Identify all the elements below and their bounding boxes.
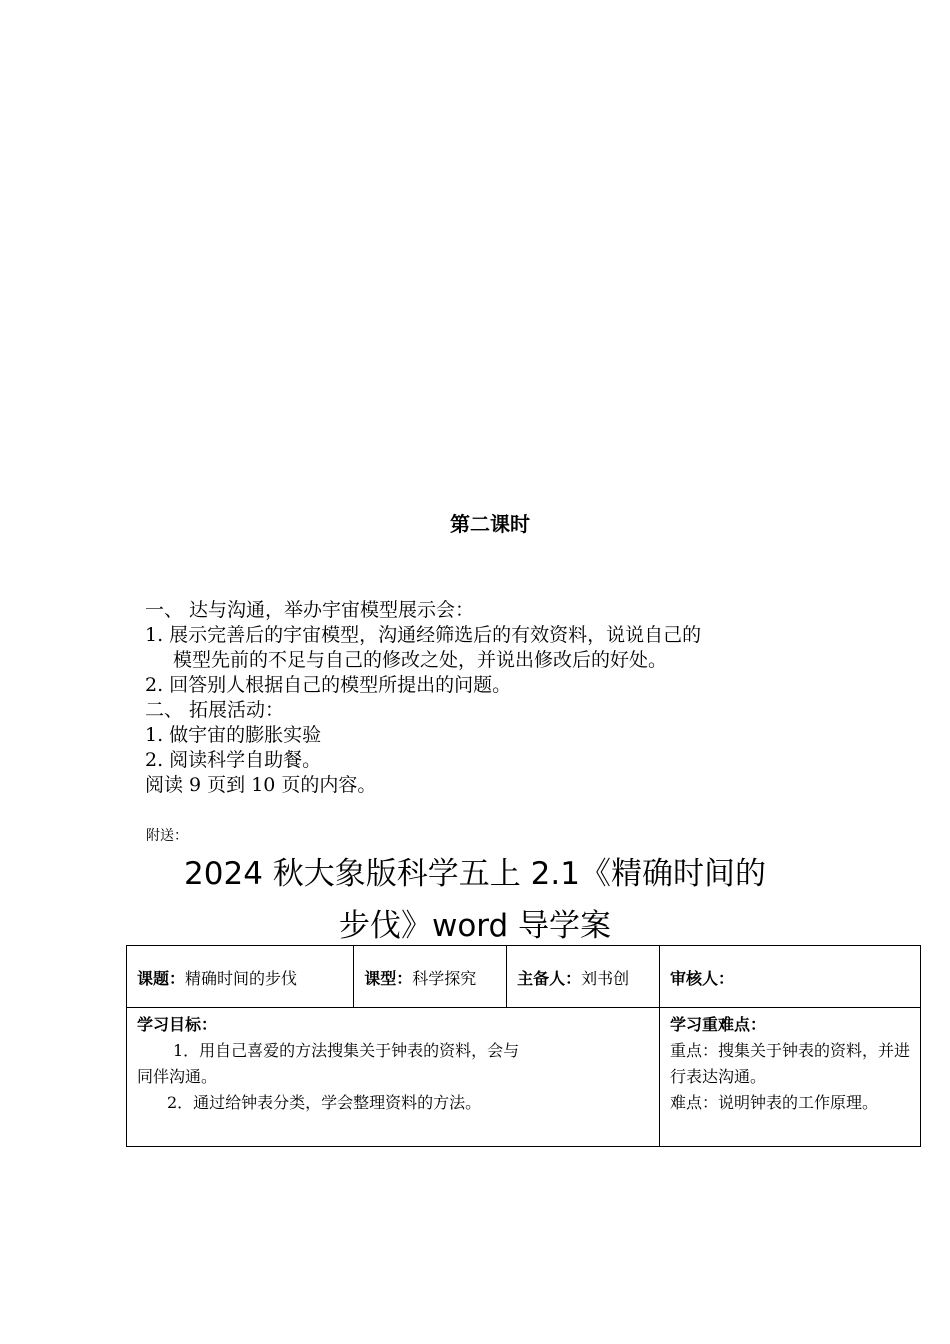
preparer-value: 刘书创 — [581, 969, 630, 988]
lesson-line: 1. 展示完善后的宇宙模型，沟通经筛选后的有效资料，说说自己的 — [145, 624, 702, 646]
lesson-line: 1. 做宇宙的膨胀实验 — [145, 724, 322, 746]
lesson-content — [145, 598, 825, 798]
lesson-line: 阅读 9 页到 10 页的内容。 — [145, 774, 377, 796]
preparer-label: 主备人： — [517, 969, 582, 988]
key-points-label: 学习重难点： — [669, 1015, 766, 1034]
document-title-line-2: 步伐》word 导学案 — [338, 908, 612, 944]
key-point: 重点：搜集关于钟表的资料，并进 — [669, 1041, 910, 1060]
lesson-info-table — [126, 945, 921, 1147]
topic-cell — [127, 946, 354, 1008]
lesson-line: 二、 拓展活动： — [145, 699, 285, 721]
lesson-line: 一、 达与沟通，举办宇宙模型展示会： — [145, 599, 475, 621]
learning-goals-label: 学习目标： — [137, 1015, 218, 1034]
reviewer-label: 审核人： — [669, 969, 734, 988]
key-points-cell — [659, 1008, 920, 1147]
type-value: 科学探究 — [412, 969, 477, 988]
lesson-line: 2. 阅读科学自助餐。 — [145, 749, 322, 771]
reviewer-cell — [659, 946, 920, 1008]
key-point-cont: 行表达沟通。 — [669, 1067, 766, 1086]
learning-goal-1: 1．用自己喜爱的方法搜集关于钟表的资料，会与 — [173, 1041, 520, 1060]
topic-label: 课题： — [137, 969, 186, 988]
document-title — [130, 848, 820, 952]
document-title-line-1: 2024 秋大象版科学五上 2.1《精确时间的 — [184, 856, 766, 892]
type-cell — [354, 946, 507, 1008]
learning-goal-2: 2．通过给钟表分类，学会整理资料的方法。 — [167, 1093, 482, 1112]
attachment-label: 附送： — [146, 828, 188, 844]
learning-goal-1-cont: 同伴沟通。 — [137, 1067, 218, 1086]
lesson-line: 模型先前的不足与自己的修改之处，并说出修改后的好处。 — [173, 649, 668, 671]
preparer-cell — [507, 946, 660, 1008]
difficult-point: 难点：说明钟表的工作原理。 — [669, 1093, 878, 1112]
lesson-line: 2. 回答别人根据自己的模型所提出的问题。 — [145, 674, 512, 696]
type-label: 课型： — [364, 969, 413, 988]
learning-goals-cell — [127, 1008, 660, 1147]
section-title: 第二课时 — [450, 512, 530, 536]
topic-value: 精确时间的步伐 — [185, 969, 298, 988]
